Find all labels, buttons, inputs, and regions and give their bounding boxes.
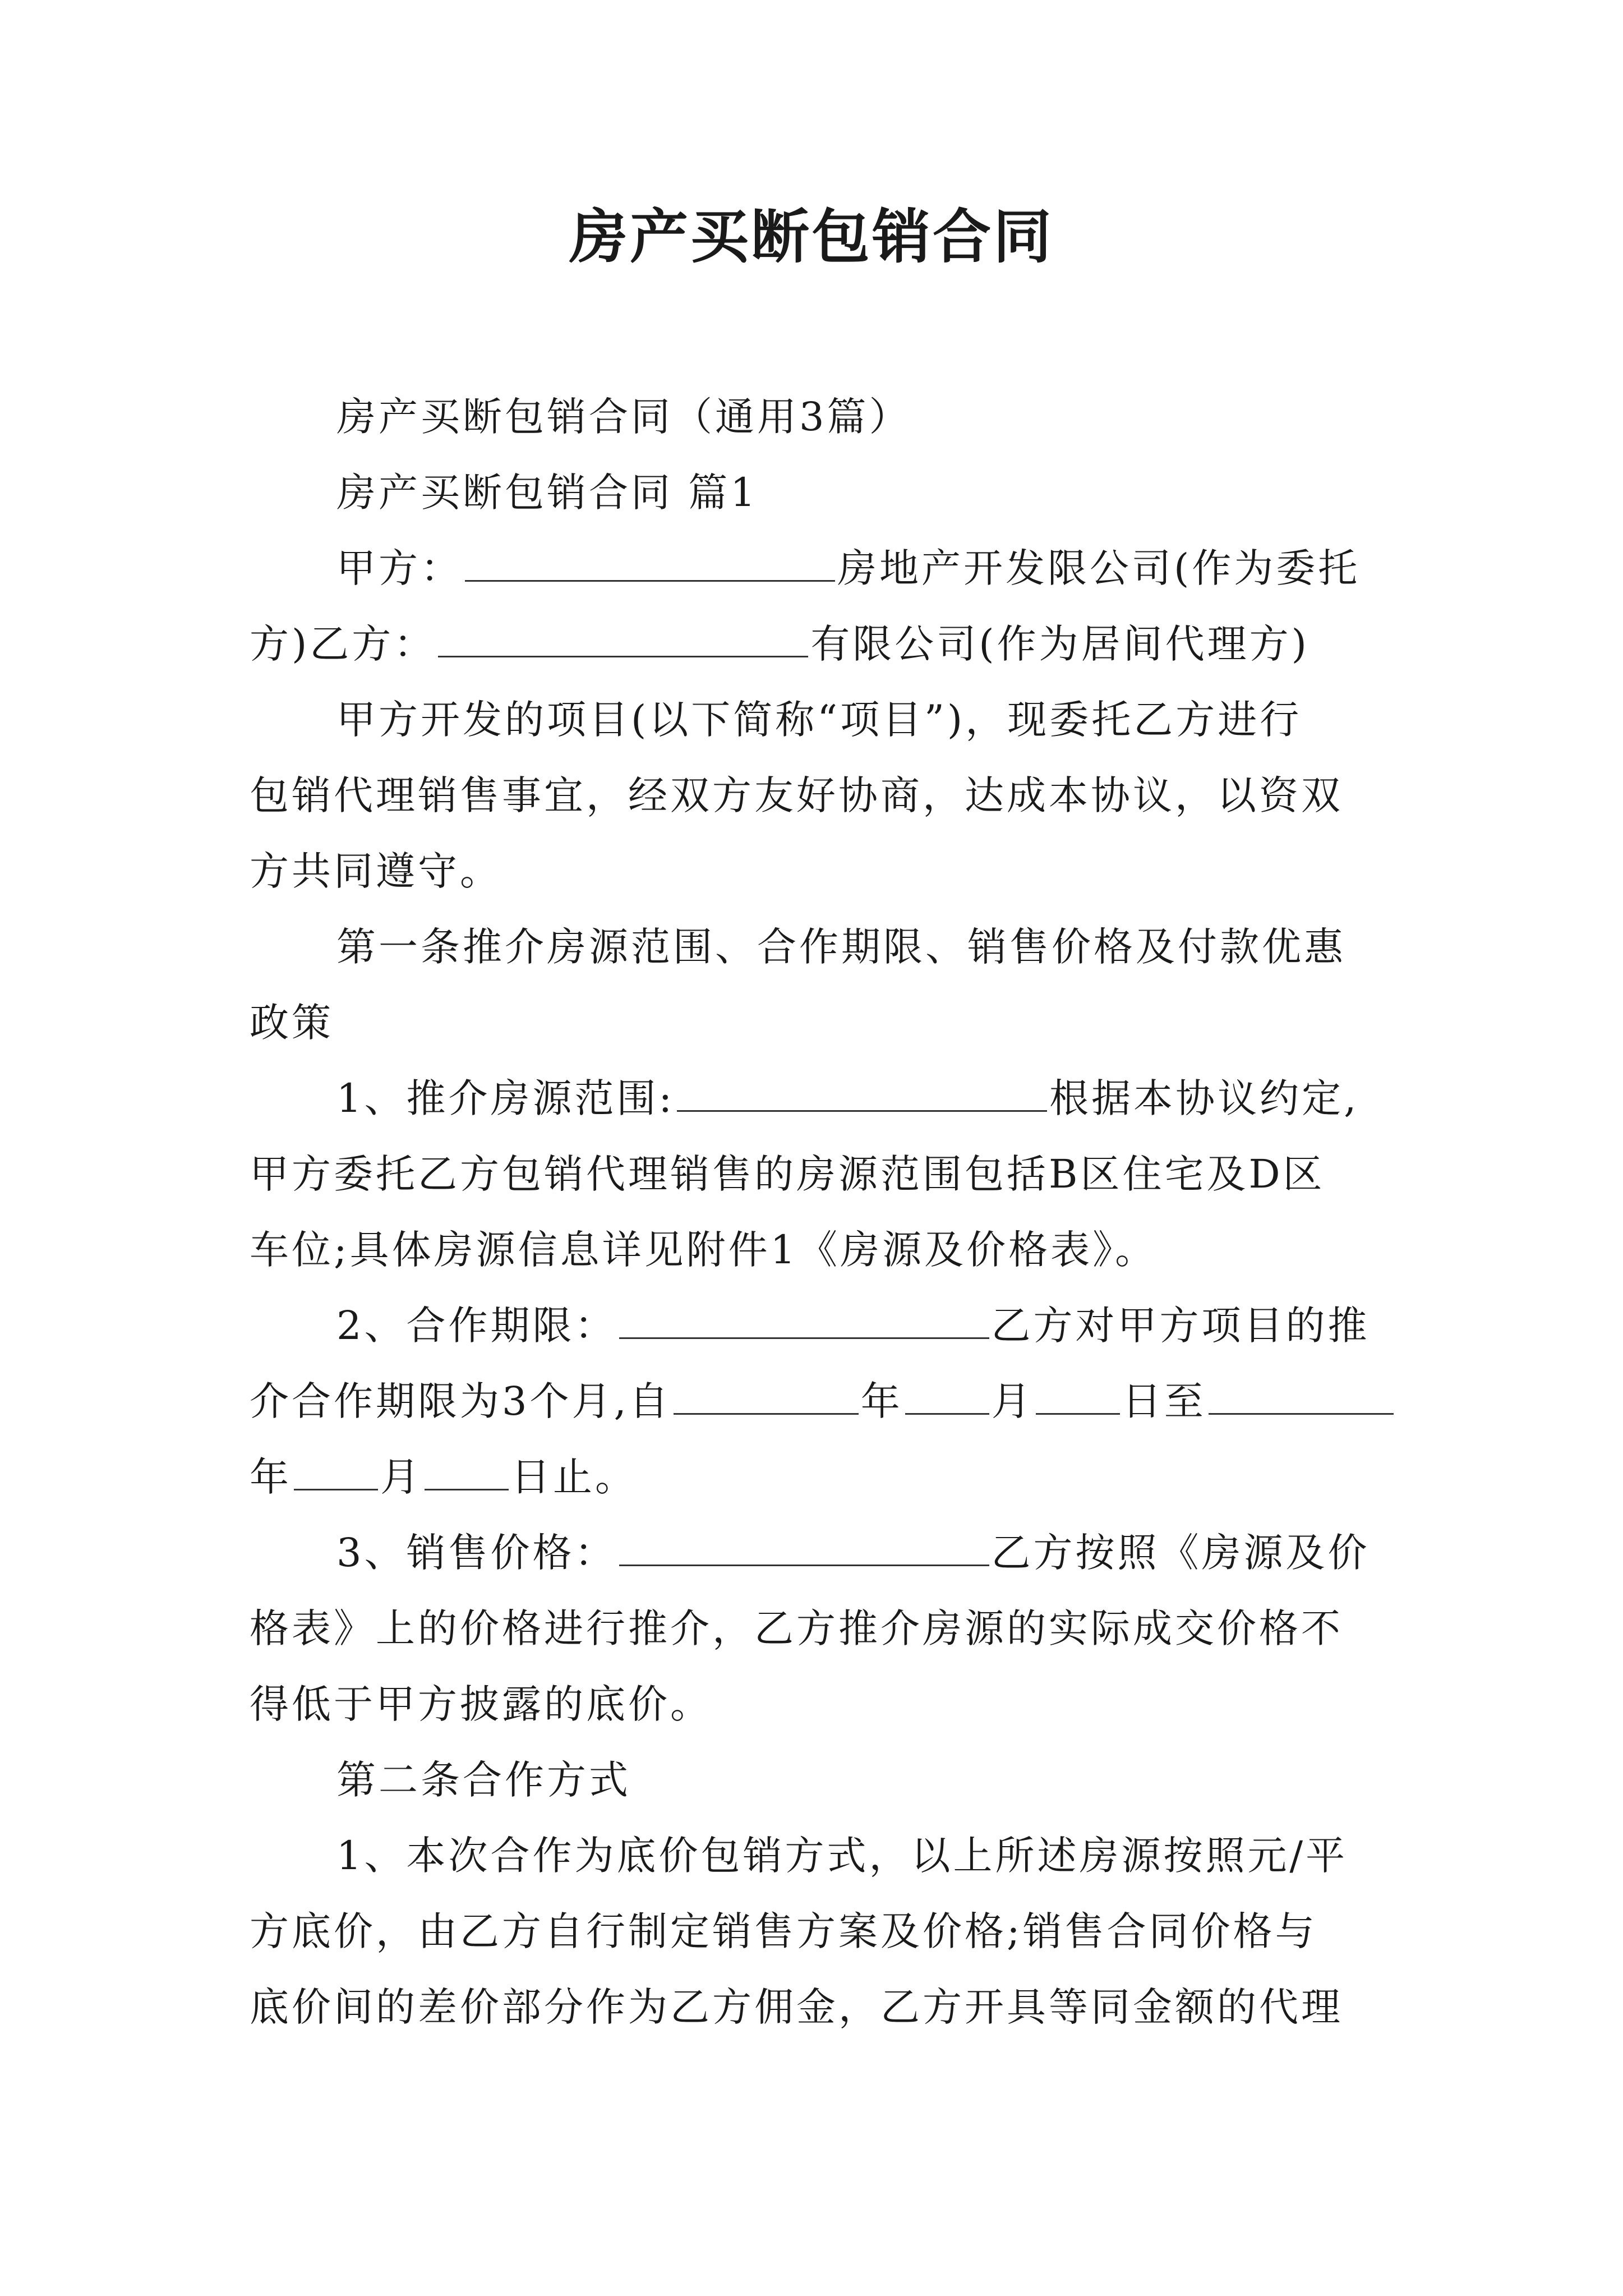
party-b-line bbox=[250, 616, 1388, 672]
article-1-item-2-line-3 bbox=[250, 1449, 1388, 1505]
intro-line-2: 包销代理销售事宜，经双方友好协商，达成本协议，以资双 bbox=[250, 772, 1343, 818]
party-a-line bbox=[336, 540, 1388, 596]
item-3-blank bbox=[619, 1530, 989, 1566]
year-label: 年 bbox=[860, 1378, 903, 1424]
party-a-label: 甲方： bbox=[336, 545, 463, 591]
day-to-label: 日至 bbox=[1122, 1378, 1206, 1424]
start-day-blank bbox=[1036, 1378, 1120, 1415]
item-2-label: 2、合作期限： bbox=[336, 1303, 617, 1349]
document-subtitle: 房产买断包销合同（通用3篇） bbox=[336, 394, 911, 440]
end-month-label: 月 bbox=[380, 1454, 422, 1500]
article-2-item-1-line-1: 1、本次合作为底价包销方式，以上所述房源按照元/平 bbox=[336, 1833, 1348, 1879]
end-day-label: 日止。 bbox=[511, 1454, 637, 1500]
article-1-item-3-line-3: 得低于甲方披露的底价。 bbox=[250, 1681, 712, 1727]
party-b-suffix: 有限公司(作为居间代理方) bbox=[810, 621, 1310, 667]
intro-line-1: 甲方开发的项目(以下简称“项目”)，现委托乙方进行 bbox=[336, 697, 1302, 743]
article-2-item-1-line-2: 方底价，由乙方自行制定销售方案及价格;销售合同价格与 bbox=[250, 1908, 1317, 1954]
article-1-item-1-line-1 bbox=[336, 1070, 1388, 1126]
item-1-label: 1、推介房源范围: bbox=[336, 1075, 675, 1121]
party-a-blank bbox=[465, 545, 835, 582]
end-month-blank bbox=[294, 1454, 378, 1490]
party-a-suffix: 房地产开发限公司(作为委托 bbox=[837, 545, 1361, 591]
end-year-blank bbox=[1209, 1378, 1394, 1415]
item-1-suffix: 根据本协议约定, bbox=[1049, 1075, 1359, 1121]
end-day-blank bbox=[425, 1454, 509, 1490]
article-2-item-1-line-3: 底价间的差价部分作为乙方佣金，乙方开具等同金额的代理 bbox=[250, 1984, 1343, 2030]
start-month-blank bbox=[905, 1378, 989, 1415]
item-3-label: 3、销售价格： bbox=[336, 1530, 617, 1576]
item-2-suffix: 乙方对甲方项目的推 bbox=[991, 1303, 1370, 1349]
section-heading: 房产买断包销合同 篇1 bbox=[336, 470, 758, 516]
article-1-title-line-2: 政策 bbox=[250, 1000, 334, 1046]
article-1-item-3-line-2: 格表》上的价格进行推介，乙方推介房源的实际成交价格不 bbox=[250, 1605, 1343, 1651]
party-b-blank bbox=[438, 621, 808, 657]
end-year-label: 年 bbox=[250, 1454, 292, 1500]
month-label: 月 bbox=[991, 1378, 1034, 1424]
document-title: 房产买断包销合同 bbox=[569, 202, 1054, 271]
article-1-item-3-line-1 bbox=[336, 1525, 1388, 1581]
article-1-item-2-line-2 bbox=[250, 1373, 1388, 1429]
article-1-item-1-line-2: 甲方委托乙方包销代理销售的房源范围包括B区住宅及D区 bbox=[250, 1151, 1325, 1197]
article-1-item-1-line-3: 车位;具体房源信息详见附件1《房源及价格表》。 bbox=[250, 1227, 1158, 1273]
item-2-blank bbox=[619, 1303, 989, 1339]
item-1-blank bbox=[677, 1075, 1047, 1112]
article-2-title: 第二条合作方式 bbox=[336, 1757, 631, 1803]
start-year-blank bbox=[674, 1378, 859, 1415]
term-text: 介合作期限为3个月,自 bbox=[250, 1378, 671, 1424]
party-b-prefix: 方)乙方： bbox=[250, 621, 436, 667]
intro-line-3: 方共同遵守。 bbox=[250, 848, 502, 894]
article-1-title-line-1: 第一条推介房源范围、合作期限、销售价格及付款优惠 bbox=[336, 924, 1346, 970]
article-1-item-2-line-1 bbox=[336, 1297, 1388, 1354]
item-3-suffix: 乙方按照《房源及价 bbox=[991, 1530, 1370, 1576]
